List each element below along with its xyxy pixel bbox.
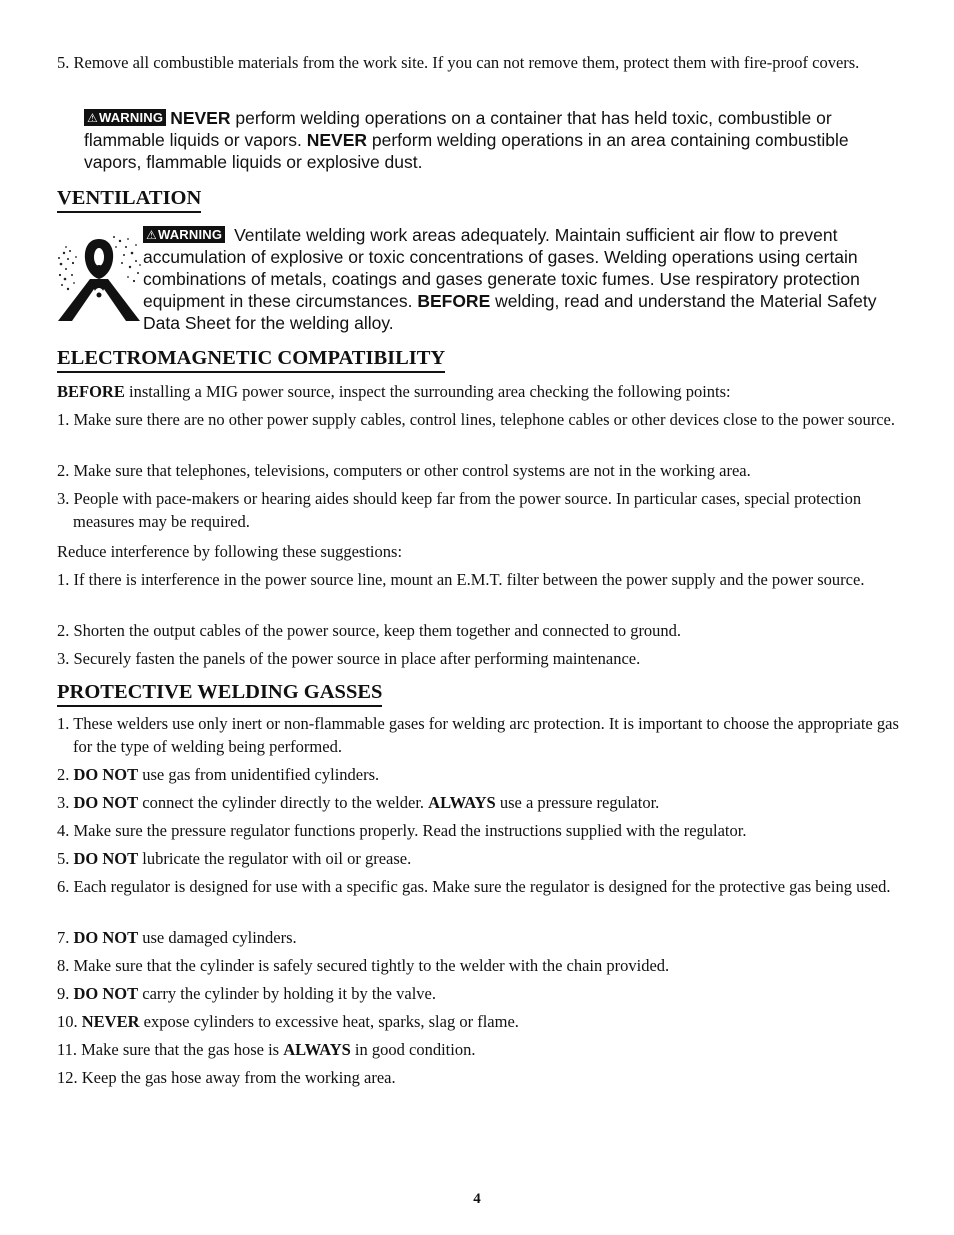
gas-item-emphasis: DO NOT	[73, 765, 139, 784]
gas-list-item	[57, 1038, 918, 1061]
gas-item-text: carry the cylinder by holding it by the valve.	[138, 984, 436, 1003]
gas-item-number: 3.	[57, 793, 74, 812]
gas-list-item	[57, 763, 918, 786]
fire-warning-text: perform welding operations in an area containing combustible vapors, flammable liquids or explosive dust.	[84, 130, 849, 172]
ventilation-heading: VENTILATION	[57, 186, 201, 213]
gas-item-text: Make sure that the gas hose is	[81, 1040, 284, 1059]
fire-warning-text: perform welding operations on a container that has held toxic, combustible or flammable liquids or vapors.	[84, 108, 832, 150]
emc-check-item: 3. People with pace-makers or hearing aides should keep far from the power source. In particular cases, special protection measures may be required.	[57, 489, 862, 531]
gas-list-item	[57, 1010, 918, 1033]
ventilation-text: Ventilate welding work areas adequately. Maintain sufficient air flow to prevent accumulation of explosive or toxic concentrations of gases. Welding operations using certain combinations of metals, coatings and gases generate toxic fumes. Use respiratory protection equipment in these circumstances.	[143, 225, 860, 311]
page-number: 4	[473, 1191, 481, 1207]
emc-intro-text: installing a MIG power source, inspect the surrounding area checking the following points:	[124, 382, 731, 401]
emc-reduce-intro: Reduce interference by following these suggestions:	[57, 542, 403, 561]
combustible-materials-item: 5. Remove all combustible materials from the work site. If you can not remove them, protect them with fire-proof covers.	[57, 53, 860, 72]
fire-warning-block	[84, 107, 854, 173]
gas-item-number: 9.	[57, 984, 74, 1003]
emc-check-item: 2. Make sure that telephones, televisions, computers or other control systems are not in the working area.	[57, 461, 751, 480]
never-emphasis: NEVER	[306, 130, 368, 150]
gas-list-item	[57, 875, 918, 898]
gas-item-text: Make sure the pressure regulator functions properly. Read the instructions supplied with the regulator.	[73, 821, 747, 840]
gas-item-text: These welders use only inert or non-flammable gases for welding arc protection. It is important to choose the appropriate gas for the type of welding being performed.	[73, 714, 899, 756]
gas-list-item	[57, 712, 918, 758]
gas-item-text: in good condition.	[350, 1040, 476, 1059]
emc-check-item: 1. Make sure there are no other power supply cables, control lines, telephone cables or other devices close to the power source.	[57, 410, 895, 429]
gas-list-item	[57, 926, 918, 949]
gas-list-item	[57, 982, 918, 1005]
gas-item-text: use a pressure regulator.	[495, 793, 660, 812]
never-emphasis: NEVER	[170, 108, 231, 128]
gas-list-item	[57, 791, 918, 814]
gas-item-text: expose cylinders to excessive heat, sparks, slag or flame.	[139, 1012, 519, 1031]
emc-intro	[57, 380, 902, 403]
warning-badge	[143, 226, 225, 243]
gas-list-item	[57, 847, 918, 870]
gas-item-text: lubricate the regulator with oil or grease.	[138, 849, 412, 868]
warning-triangle-icon: ⚠	[146, 228, 157, 242]
gas-item-emphasis: DO NOT	[73, 793, 139, 812]
gas-item-text: connect the cylinder directly to the welder.	[138, 793, 429, 812]
emc-heading: ELECTROMAGNETIC COMPATIBILITY	[57, 346, 445, 373]
before-emphasis: BEFORE	[417, 291, 491, 311]
emc-suggestion-item: 2. Shorten the output cables of the power source, keep them together and connected to ground.	[57, 621, 682, 640]
gas-item-text: Make sure that the cylinder is safely secured tightly to the welder with the chain provided.	[73, 956, 670, 975]
ventilation-warning-block	[143, 224, 899, 334]
gas-item-number: 5.	[57, 849, 74, 868]
gas-item-emphasis: ALWAYS	[283, 1040, 351, 1059]
gas-item-text: Each regulator is designed for use with a specific gas. Make sure the regulator is designed for the protective gas being used.	[73, 877, 891, 896]
gas-item-emphasis: NEVER	[81, 1012, 140, 1031]
gas-item-number: 11.	[57, 1040, 82, 1059]
gas-item-text: use damaged cylinders.	[138, 928, 297, 947]
gas-item-emphasis: ALWAYS	[428, 793, 496, 812]
gasses-heading: PROTECTIVE WELDING GASSES	[57, 680, 382, 707]
warning-badge-label: WARNING	[157, 227, 223, 242]
gas-item-emphasis: DO NOT	[73, 928, 139, 947]
fume-hazard-icon	[56, 233, 142, 325]
gas-item-number: 4.	[57, 821, 74, 840]
gas-item-number: 8.	[57, 956, 74, 975]
gas-item-number: 1.	[57, 714, 74, 733]
warning-badge	[84, 109, 166, 126]
gas-item-emphasis: DO NOT	[73, 849, 139, 868]
gas-list-item	[57, 954, 918, 977]
warning-triangle-icon: ⚠	[87, 111, 98, 125]
warning-badge-label: WARNING	[98, 110, 164, 125]
before-emphasis: BEFORE	[57, 382, 125, 401]
gas-item-text: Keep the gas hose away from the working area.	[81, 1068, 396, 1087]
gas-item-number: 7.	[57, 928, 74, 947]
gas-list-item	[57, 1066, 918, 1089]
gas-item-number: 10.	[57, 1012, 82, 1031]
gas-list-item	[57, 819, 918, 842]
emc-suggestion-item: 1. If there is interference in the power source line, mount an E.M.T. filter between the power supply and the power source.	[57, 570, 865, 589]
emc-suggestion-item: 3. Securely fasten the panels of the power source in place after performing maintenance.	[57, 649, 641, 668]
gas-item-number: 6.	[57, 877, 74, 896]
ventilation-text: welding, read and understand the Material Safety Data Sheet for the welding alloy.	[143, 291, 877, 333]
gas-item-number: 2.	[57, 765, 74, 784]
gas-item-text: use gas from unidentified cylinders.	[138, 765, 380, 784]
gas-item-emphasis: DO NOT	[73, 984, 139, 1003]
gas-item-number: 12.	[57, 1068, 82, 1087]
